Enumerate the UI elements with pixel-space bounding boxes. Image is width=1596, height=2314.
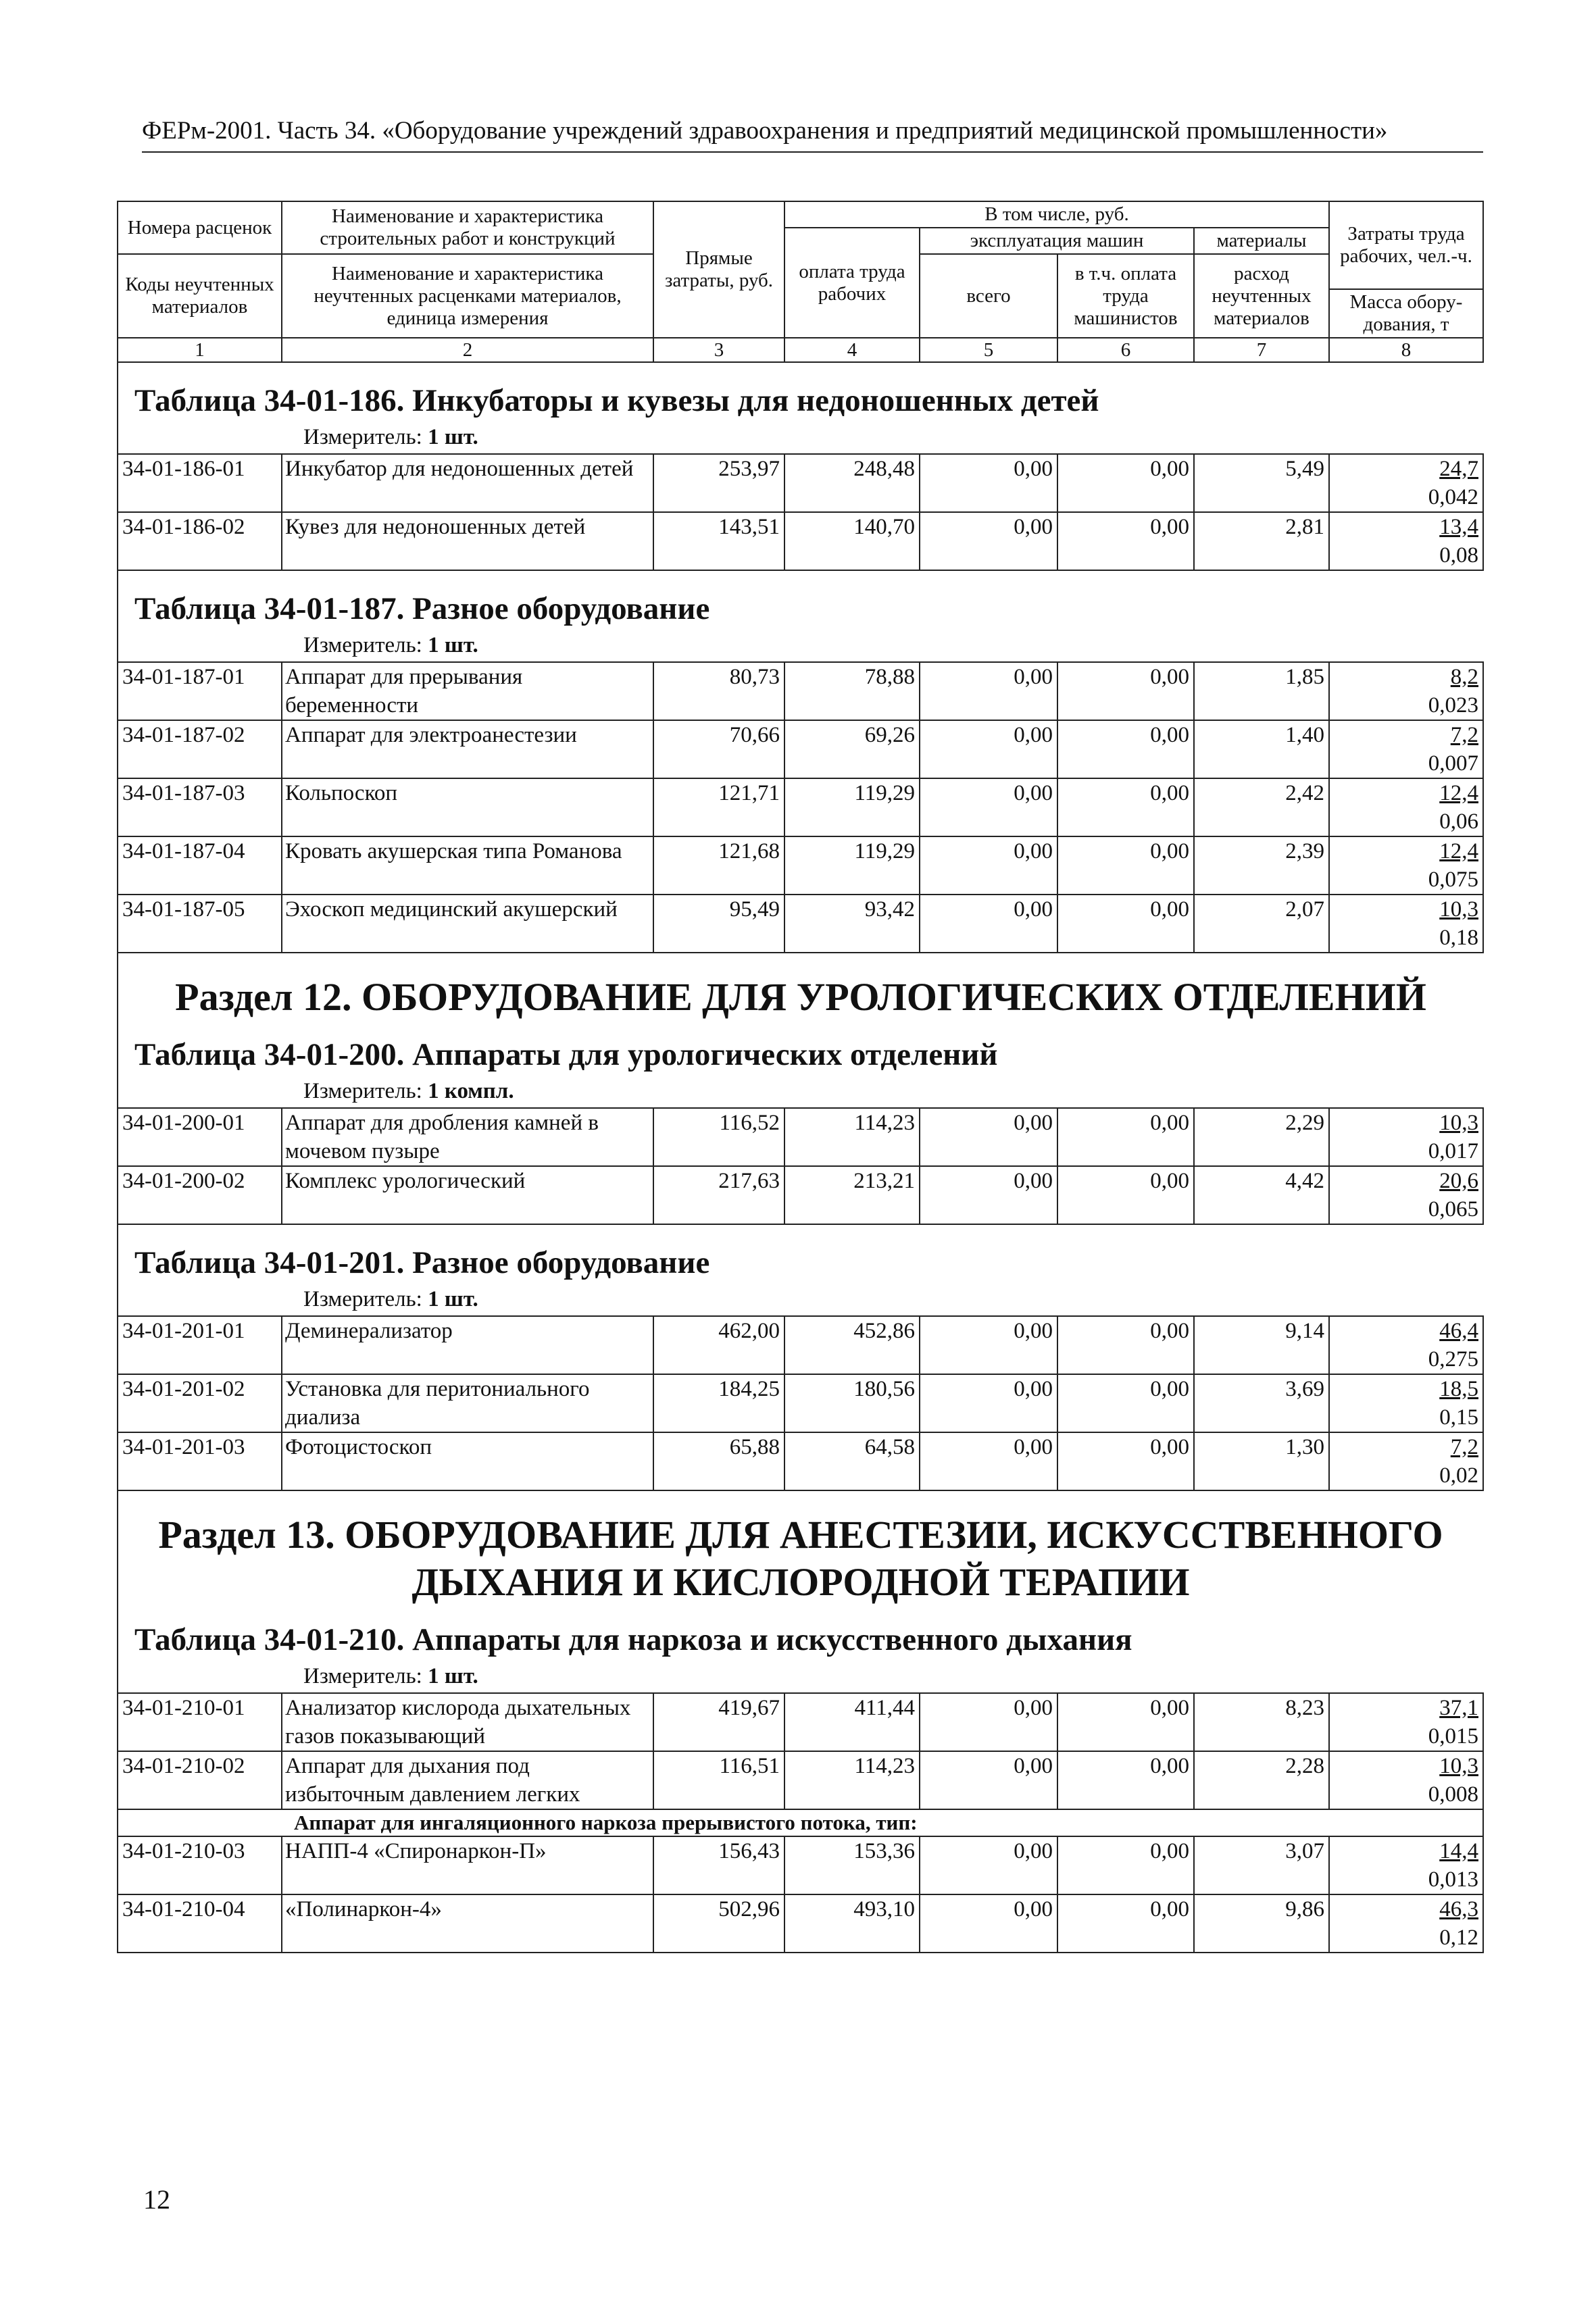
labor-costs: 7,2 [1450, 723, 1478, 747]
rate-code: 34-01-201-03 [118, 1432, 282, 1490]
labor-pay: 78,88 [784, 662, 920, 720]
materials: 4,42 [1194, 1166, 1329, 1224]
labor-costs: 37,1 [1439, 1696, 1478, 1720]
materials: 1,30 [1194, 1432, 1329, 1490]
meter-value: 1 шт. [428, 425, 478, 449]
rate-code: 34-01-210-01 [118, 1693, 282, 1751]
machines-total: 0,00 [920, 454, 1057, 512]
col-number: 5 [920, 338, 1057, 362]
equipment-mass: 0,18 [1439, 926, 1478, 950]
table-row [118, 1108, 1483, 1166]
labor-pay: 119,29 [784, 836, 920, 895]
direct-costs: 95,49 [653, 895, 784, 953]
labor-costs: 46,3 [1439, 1897, 1478, 1921]
equipment-mass: 0,08 [1439, 543, 1478, 568]
machines-total: 0,00 [920, 662, 1057, 720]
col-number: 2 [282, 338, 653, 362]
table-title: Таблица 34-01-186. Инкубаторы и кувезы для недоношенных детей [134, 383, 1099, 418]
labor-costs: 12,4 [1439, 839, 1478, 863]
materials: 2,28 [1194, 1751, 1329, 1809]
equipment-mass: 0,275 [1428, 1347, 1478, 1372]
meter [122, 424, 1479, 453]
header-machinists-pay: в т.ч. оплата труда машинистов [1057, 254, 1194, 338]
rate-code: 34-01-210-04 [118, 1894, 282, 1953]
machinists-pay: 0,00 [1057, 836, 1194, 895]
header-labor-pay: оплата труда рабочих [784, 228, 920, 338]
labor-pay: 248,48 [784, 454, 920, 512]
materials: 3,69 [1194, 1374, 1329, 1432]
rate-name: НАПП-4 «Спиронаркон-П» [282, 1836, 653, 1894]
labor-pay: 114,23 [784, 1108, 920, 1166]
materials: 2,29 [1194, 1108, 1329, 1166]
meter-label: Измеритель: [303, 633, 422, 657]
meter [122, 632, 1479, 661]
table-row [118, 1751, 1483, 1809]
labor-pay: 64,58 [784, 1432, 920, 1490]
rate-name: Инкубатор для недоношенных детей [282, 454, 653, 512]
rate-name: «Полинаркон-4» [282, 1894, 653, 1953]
col-number: 1 [118, 338, 282, 362]
equipment-mass: 0,12 [1439, 1926, 1478, 1950]
machines-total: 0,00 [920, 1693, 1057, 1751]
equipment-mass: 0,023 [1428, 693, 1478, 718]
labor-costs: 24,7 [1439, 457, 1478, 481]
rate-name: Фотоцистоскоп [282, 1432, 653, 1490]
labor-costs: 20,6 [1439, 1169, 1478, 1193]
rate-code: 34-01-210-03 [118, 1836, 282, 1894]
equipment-mass: 0,065 [1428, 1197, 1478, 1222]
table-row [118, 1166, 1483, 1224]
page-number: 12 [143, 2184, 170, 2215]
machinists-pay: 0,00 [1057, 454, 1194, 512]
equipment-mass: 0,007 [1428, 751, 1478, 776]
direct-costs: 116,52 [653, 1108, 784, 1166]
materials: 9,86 [1194, 1894, 1329, 1953]
rate-name: Эхоскоп медицинский акушерский [282, 895, 653, 953]
labor-pay: 411,44 [784, 1693, 920, 1751]
table-row [118, 778, 1483, 836]
meter-label: Измеритель: [303, 1287, 422, 1311]
equipment-mass: 0,15 [1439, 1405, 1478, 1430]
rate-code: 34-01-186-02 [118, 512, 282, 570]
equipment-mass: 0,017 [1428, 1139, 1478, 1163]
col-number: 4 [784, 338, 920, 362]
labor-pay: 69,26 [784, 720, 920, 778]
labor-pay: 452,86 [784, 1316, 920, 1374]
document-title: ФЕРм-2001. Часть 34. «Оборудование учреждений здравоохранения и предприятий медицинской промышленности» [142, 115, 1483, 153]
machinists-pay: 0,00 [1057, 720, 1194, 778]
machinists-pay: 0,00 [1057, 778, 1194, 836]
rate-name: Аппарат для дыхания под избыточным давлением легких [282, 1751, 653, 1809]
materials: 5,49 [1194, 454, 1329, 512]
table-title: Таблица 34-01-201. Разное оборудование [134, 1245, 710, 1280]
labor-costs: 46,4 [1439, 1319, 1478, 1343]
equipment-mass: 0,042 [1428, 485, 1478, 509]
meter-value: 1 шт. [428, 1287, 478, 1311]
meter-value: 1 шт. [428, 1664, 478, 1688]
machines-total: 0,00 [920, 1166, 1057, 1224]
rate-code: 34-01-187-01 [118, 662, 282, 720]
machines-total: 0,00 [920, 1432, 1057, 1490]
materials: 1,85 [1194, 662, 1329, 720]
rate-code: 34-01-210-02 [118, 1751, 282, 1809]
rate-name: Аппарат для электроанестезии [282, 720, 653, 778]
machines-total: 0,00 [920, 1374, 1057, 1432]
rate-name: Анализатор кислорода дыхательных газов показывающий [282, 1693, 653, 1751]
machinists-pay: 0,00 [1057, 1374, 1194, 1432]
labor-pay: 493,10 [784, 1894, 920, 1953]
table-row [118, 836, 1483, 895]
machines-total: 0,00 [920, 1751, 1057, 1809]
table-title: Таблица 34-01-210. Аппараты для наркоза и искусственного дыхания [134, 1622, 1132, 1657]
equipment-mass: 0,02 [1439, 1463, 1478, 1488]
rates-table [117, 201, 1484, 1953]
rate-code: 34-01-201-01 [118, 1316, 282, 1374]
meter [122, 1663, 1479, 1692]
direct-costs: 184,25 [653, 1374, 784, 1432]
meter [122, 1286, 1479, 1315]
materials: 8,23 [1194, 1693, 1329, 1751]
rate-name: Комплекс урологический [282, 1166, 653, 1224]
machinists-pay: 0,00 [1057, 1693, 1194, 1751]
direct-costs: 253,97 [653, 454, 784, 512]
machines-total: 0,00 [920, 836, 1057, 895]
labor-pay: 119,29 [784, 778, 920, 836]
machines-total: 0,00 [920, 1836, 1057, 1894]
rate-name: Кровать акушерская типа Романова [282, 836, 653, 895]
header-materials-consumption: расход неучтенных материалов [1194, 254, 1329, 338]
labor-costs: 7,2 [1450, 1435, 1478, 1459]
labor-costs: 8,2 [1450, 665, 1478, 689]
machinists-pay: 0,00 [1057, 895, 1194, 953]
materials: 3,07 [1194, 1836, 1329, 1894]
machinists-pay: 0,00 [1057, 1751, 1194, 1809]
direct-costs: 80,73 [653, 662, 784, 720]
meter-label: Измеритель: [303, 1079, 422, 1103]
equipment-mass: 0,015 [1428, 1724, 1478, 1749]
col-number: 8 [1329, 338, 1483, 362]
table-row [118, 512, 1483, 570]
machines-total: 0,00 [920, 1894, 1057, 1953]
labor-pay: 140,70 [784, 512, 920, 570]
labor-costs: 12,4 [1439, 781, 1478, 805]
header-machines: эксплуатация машин [920, 228, 1194, 254]
direct-costs: 217,63 [653, 1166, 784, 1224]
direct-costs: 502,96 [653, 1894, 784, 1953]
meter-value: 1 шт. [428, 633, 478, 657]
header-machines-total: всего [920, 254, 1057, 338]
rate-name: Аппарат для прерывания беременности [282, 662, 653, 720]
table-row [118, 1374, 1483, 1432]
rate-code: 34-01-200-02 [118, 1166, 282, 1224]
equipment-mass: 0,075 [1428, 867, 1478, 892]
labor-pay: 93,42 [784, 895, 920, 953]
meter-label: Измеритель: [303, 1664, 422, 1688]
table-row [118, 1316, 1483, 1374]
labor-costs: 18,5 [1439, 1377, 1478, 1401]
header-labor-costs: Затраты труда рабочих, чел.-ч. [1329, 201, 1483, 289]
rate-code: 34-01-187-03 [118, 778, 282, 836]
header-equipment-mass: Масса обору-дования, т [1329, 289, 1483, 338]
rate-code: 34-01-186-01 [118, 454, 282, 512]
equipment-mass: 0,06 [1439, 809, 1478, 834]
machinists-pay: 0,00 [1057, 1836, 1194, 1894]
machines-total: 0,00 [920, 1108, 1057, 1166]
col-number: 6 [1057, 338, 1194, 362]
direct-costs: 143,51 [653, 512, 784, 570]
machines-total: 0,00 [920, 778, 1057, 836]
machines-total: 0,00 [920, 895, 1057, 953]
table-row [118, 720, 1483, 778]
rate-code: 34-01-187-04 [118, 836, 282, 895]
table-row [118, 1693, 1483, 1751]
labor-costs: 10,3 [1439, 1111, 1478, 1135]
machinists-pay: 0,00 [1057, 1432, 1194, 1490]
direct-costs: 116,51 [653, 1751, 784, 1809]
table-row [118, 1836, 1483, 1894]
labor-pay: 180,56 [784, 1374, 920, 1432]
section-title: Раздел 12. ОБОРУДОВАНИЕ ДЛЯ УРОЛОГИЧЕСКИХ ОТДЕЛЕНИЙ [175, 975, 1426, 1019]
labor-costs: 14,4 [1439, 1839, 1478, 1863]
labor-costs: 10,3 [1439, 897, 1478, 922]
col-number: 3 [653, 338, 784, 362]
machinists-pay: 0,00 [1057, 1316, 1194, 1374]
rate-name: Кувез для недоношенных детей [282, 512, 653, 570]
subheading: Аппарат для ингаляционного наркоза прерывистого потока, тип: [118, 1809, 1483, 1836]
rate-code: 34-01-187-05 [118, 895, 282, 953]
meter-label: Измеритель: [303, 425, 422, 449]
machines-total: 0,00 [920, 512, 1057, 570]
machinists-pay: 0,00 [1057, 1894, 1194, 1953]
machines-total: 0,00 [920, 720, 1057, 778]
equipment-mass: 0,008 [1428, 1782, 1478, 1807]
direct-costs: 419,67 [653, 1693, 784, 1751]
direct-costs: 156,43 [653, 1836, 784, 1894]
direct-costs: 462,00 [653, 1316, 784, 1374]
materials: 2,07 [1194, 895, 1329, 953]
table-title: Таблица 34-01-187. Разное оборудование [134, 591, 710, 626]
rate-code: 34-01-201-02 [118, 1374, 282, 1432]
machinists-pay: 0,00 [1057, 512, 1194, 570]
rate-name: Установка для перитониального диализа [282, 1374, 653, 1432]
rate-name: Кольпоскоп [282, 778, 653, 836]
header-unaccounted-codes: Коды неучтенных материалов [118, 254, 282, 338]
machinists-pay: 0,00 [1057, 662, 1194, 720]
equipment-mass: 0,013 [1428, 1867, 1478, 1892]
section-title: Раздел 13. ОБОРУДОВАНИЕ ДЛЯ АНЕСТЕЗИИ, ИСКУССТВЕННОГО ДЫХАНИЯ И КИСЛОРОДНОЙ ТЕРАПИИ [158, 1513, 1443, 1604]
machines-total: 0,00 [920, 1316, 1057, 1374]
header-rate-numbers: Номера расценок [118, 201, 282, 254]
machinists-pay: 0,00 [1057, 1166, 1194, 1224]
materials: 2,42 [1194, 778, 1329, 836]
rate-name: Деминерализатор [282, 1316, 653, 1374]
direct-costs: 65,88 [653, 1432, 784, 1490]
col-number: 7 [1194, 338, 1329, 362]
direct-costs: 121,68 [653, 836, 784, 895]
table-row [118, 662, 1483, 720]
materials: 1,40 [1194, 720, 1329, 778]
meter-value: 1 компл. [428, 1079, 514, 1103]
rate-code: 34-01-200-01 [118, 1108, 282, 1166]
header-unaccounted-materials: Наименование и характеристика неучтенных расценками материалов, единица измерения [282, 254, 653, 338]
header-direct-costs: Прямые затраты, руб. [653, 201, 784, 338]
table-row [118, 454, 1483, 512]
labor-pay: 153,36 [784, 1836, 920, 1894]
header-materials: материалы [1194, 228, 1329, 254]
materials: 2,39 [1194, 836, 1329, 895]
labor-costs: 13,4 [1439, 515, 1478, 539]
labor-costs: 10,3 [1439, 1754, 1478, 1778]
labor-pay: 213,21 [784, 1166, 920, 1224]
table-row [118, 1894, 1483, 1953]
header-work-name: Наименование и характеристика строительных работ и конструкций [282, 201, 653, 254]
materials: 9,14 [1194, 1316, 1329, 1374]
materials: 2,81 [1194, 512, 1329, 570]
direct-costs: 121,71 [653, 778, 784, 836]
table-row [118, 1432, 1483, 1490]
direct-costs: 70,66 [653, 720, 784, 778]
labor-pay: 114,23 [784, 1751, 920, 1809]
header-including: В том числе, руб. [784, 201, 1329, 228]
meter [122, 1078, 1479, 1107]
table-row [118, 895, 1483, 953]
rate-code: 34-01-187-02 [118, 720, 282, 778]
machinists-pay: 0,00 [1057, 1108, 1194, 1166]
rate-name: Аппарат для дробления камней в мочевом пузыре [282, 1108, 653, 1166]
table-title: Таблица 34-01-200. Аппараты для урологических отделений [134, 1037, 998, 1072]
